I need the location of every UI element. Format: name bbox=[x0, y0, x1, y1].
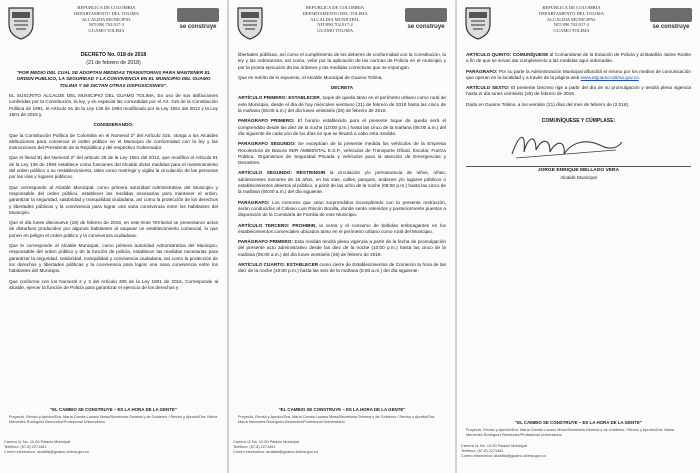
website-link[interactable]: www.elguamo-tolima.gov.co bbox=[580, 74, 639, 80]
decree-title: DECRETO No. 018 de 2018 bbox=[80, 52, 147, 58]
paragraph-4 bbox=[238, 239, 446, 258]
considerando-paragraph: Que le corresponde al Alcalde Municipal, como primera autoridad Administrativa del Municipio, responsable del orden público y de la función de policía, establecer las medidas necesarias para garantizar la seguridad, salubridad, tranquilidad y convivencia ciudadana, así como la protección de los derechos y libertades públicas y la convivencia para lograr una sana convivencia entre los habitantes del Municipio. bbox=[9, 243, 218, 274]
logo-mark bbox=[177, 8, 219, 22]
letterhead-text bbox=[501, 5, 642, 34]
paragraph-label: PARÁGRAFO: bbox=[466, 68, 498, 74]
signature-block bbox=[506, 128, 651, 166]
article-label: ARTÍCULO SEXTO: bbox=[466, 85, 510, 91]
article-label: ARTÍCULO PRIMERO: ESTABLECER bbox=[238, 95, 320, 101]
email: Correo electrónico: alcaldia@guamo-tolima.gov.co bbox=[461, 453, 546, 458]
address: Carrera 11 No. 10-50 Palacio Municipal bbox=[4, 440, 71, 444]
article-4 bbox=[238, 262, 446, 275]
paragraph: libertades públicas, así como el cumplimiento de los deberes de conformidad con la Constitución, la ley y las ordenanzas, así como, velar por la aplicación de las normas de Policía en el municipio y por la pronta ejecución de las órdenes y las medidas correctivas que se impongan. bbox=[238, 52, 446, 70]
given-date: Dado en Guamo Tolima, a los veintiún (21) días del mes de febrero de (2.018). bbox=[466, 101, 630, 107]
header-line: DEPARTAMENTO DEL TOLIMA bbox=[538, 10, 605, 16]
article-6 bbox=[466, 85, 691, 98]
header-line: GUAMO TOLIMA bbox=[553, 28, 590, 34]
municipal-shield-icon bbox=[235, 4, 265, 40]
letterhead-text bbox=[44, 5, 169, 34]
header-line: GUAMO TOLIMA bbox=[88, 28, 125, 34]
header-line: ALCALDIA MUNICIPAL bbox=[546, 16, 597, 22]
page-1-body bbox=[0, 52, 227, 291]
header-line: DEPARTAMENTO DEL TOLIMA bbox=[302, 10, 368, 16]
logo-text: se construye bbox=[179, 24, 217, 30]
document-page-2 bbox=[229, 0, 455, 473]
logo-mark bbox=[405, 8, 447, 22]
slogan: "EL CAMBIO SE CONSTRUYE – ES LA HORA DE LA GENTE" bbox=[278, 407, 406, 412]
paragraph-2 bbox=[238, 141, 446, 166]
article-label: ARTÍCULO SEGUNDO: RESTRINGIR bbox=[238, 170, 326, 176]
intro-paragraph: EL SUSCRITO ALCALDE DEL MUNICIPIO DEL GUAMO TOLIMA, En uso de sus atribuciones conferidas por la Constitución, la ley, y en especial las concedidas por el Art. 315 de la Constitución Política de 1991, el Artículo 91 de la Ley 136 de 1994 modificado por la Ley 1551 del 2012 y la Ley 1801 de 2016 y, bbox=[9, 93, 218, 117]
article-2 bbox=[238, 170, 446, 195]
handwritten-signature bbox=[506, 128, 626, 164]
municipal-shield-icon bbox=[463, 4, 493, 40]
footer-credits: Proyectó, Revisó y Aprobó/Dra. María Camila Lozano Mesa/Secretaria General y de Gobierno / Revisó y Aprobó/Dra. María Mercedes Rodríguez Bermúdez/Profesional Universitario bbox=[238, 415, 436, 424]
article-text: como cierre de Establecimientos de Comercio la hora de las diez de la noche (10:00 p.m.) hasta las seis de la mañana (6:00 a.m.) del día siguiente. bbox=[238, 262, 446, 274]
decree-date: (21 de febrero de 2018) bbox=[86, 59, 141, 66]
paragraph-text: Por su parte la Administración Municipal difundirá el mismo por los medios de comunicación que operan en la localidad y a través de la página web bbox=[466, 68, 691, 80]
logo-text: se construye bbox=[407, 24, 445, 30]
email: Correo electrónico: alcaldia@guamo-tolima.gov.co bbox=[233, 449, 318, 454]
article-1 bbox=[238, 95, 446, 114]
page-3-body bbox=[457, 52, 700, 181]
considerando-paragraph: Que la Constitución Política de Colombia en el Numeral 2º del Artículo 315, otorga a los Alcaldes atribuciones para conservar el orden público en el Municipio de conformidad con la ley y las instrucciones del Presidente de la República y del respectivo Gobernador. bbox=[9, 132, 218, 151]
contact-block bbox=[4, 440, 89, 454]
letterhead-text bbox=[273, 5, 397, 34]
brand-logo bbox=[648, 8, 694, 42]
header-line: REPUBLICA DE COLOMBIA bbox=[77, 5, 136, 10]
document-page-1 bbox=[0, 0, 227, 473]
header-line: NIT:890.702.017-2 bbox=[553, 22, 590, 28]
article-3 bbox=[238, 223, 446, 236]
article-text: El presente Decreto rige a partir del día de su promulgación y tendrá plena vigencia hasta el día lunes veintiséis (26) de febrero de 2018. bbox=[466, 85, 691, 97]
phone: Teléfono: (57-8) 2271461 bbox=[461, 448, 504, 453]
considerando-paragraph: Que el literal B) del Numeral 2º del artículo 29 de la Ley 1551 del 2012, que modifica el Artículo 91 de la Ley 136 de 1994 establece como funciones del Alcalde dictar medidas para el mantenimiento del orden público o su restablecimiento, tales como restringir y vigilar la circulación de las personas por las vías y lugares públicos. bbox=[9, 155, 218, 180]
paragraph-label: PARÁGRAFO PRIMERO: bbox=[238, 239, 293, 245]
slogan: "EL CAMBIO SE CONSTRUYE – ES LA HORA DE LA GENTE" bbox=[515, 420, 642, 425]
header-line: REPUBLICA DE COLOMBIA bbox=[542, 5, 601, 10]
paragraph-label: PARÁGRAFO PRIMERO: bbox=[238, 118, 295, 124]
signer-name: JORGE ENRIQUE MELLADO VERA bbox=[466, 166, 691, 174]
paragraph-text: Los menores que sean sorprendidos incumpliendo con la presente restricción, serán conducidos al Coliseo Luis Rincón Bonilla, donde serán retenidos y posteriormente puestos a disposición de la Comisaría de Familia de este Municipio. bbox=[238, 199, 446, 218]
footer-credits: Proyectó, Revisó y Aprobó/Dra. María Camila Lozano Mesa/Secretaria General y de Gobierno / Revisó y Aprobó/Dra. María Mercedes Rodríguez Bermúdez/Profesional Universitario bbox=[9, 415, 218, 424]
paragraph: Que en mérito de lo expuesto, el Alcalde Municipal de Guamo Tolima, bbox=[238, 74, 383, 80]
signer-role: Alcalde Municipal bbox=[560, 174, 597, 180]
logo-text: se construye bbox=[652, 24, 690, 30]
article-text: la circulación y/o permanencia de niños, niñas, adolescentes menores de 18 años, en las vías, calles, parques, andenes y/o lugares públicos o establecimientos abiertos al público, a partir de las ocho de la noche (08:00 p.m.) hasta las cinco de la mañana (05:00 a.m.) del día siguiente. bbox=[238, 170, 446, 195]
considerando-heading: CONSIDERANDO: bbox=[93, 122, 134, 128]
letterhead bbox=[229, 0, 455, 52]
footer-credits: Proyectó, Revisó y Aprobó/Dra. María Camila Lozano Mesa/Secretaria General y de Gobierno / Revisó y Aprobó/Dra. María Mercedes Rodríguez Bermúdez/Profesional Universitario bbox=[466, 428, 675, 437]
logo-mark bbox=[650, 8, 692, 22]
cumplase-heading: COMUNÍQUESE Y CÚMPLASE: bbox=[541, 118, 616, 125]
considerando-paragraph: Que el día lunes diecinueve (19) de febrero de 2018, en este Ente Territorial se presentaron actos de disturbios producidos por algunos habitantes al saquear un establecimiento comercial, lo que ponen en peligro el orden público y la convivencia ciudadana. bbox=[9, 220, 218, 238]
article-5 bbox=[466, 52, 691, 65]
email: Correo electrónico: alcaldia@guamo-tolima.gov.co bbox=[4, 449, 89, 454]
header-line: GUAMO TOLIMA bbox=[316, 28, 354, 34]
page-2-body bbox=[229, 52, 455, 275]
article-text: al Comandante de la Estación de Policía y al Batallón Jaime Rooke a fin de que se sirvan dar cumplimiento a las medidas aquí ordenadas. bbox=[466, 52, 691, 64]
contact-block bbox=[461, 444, 546, 458]
paragraph-web bbox=[466, 69, 691, 82]
article-label: ARTÍCULO TERCERO: PROHIBIR, bbox=[238, 222, 317, 228]
header-line: NIT:890.702.017-2 bbox=[317, 22, 353, 28]
brand-logo bbox=[175, 8, 221, 42]
paragraph-end: . bbox=[638, 74, 640, 80]
considerando-paragraph: Que conforme con los Numeral 2 y 3 del Artículo 205 de la Ley 1801 de 2016, Corresponde al alcalde, ejercer la función de Policía para garantizar el ejercicio de los derechos y bbox=[9, 278, 218, 290]
paragraph-1 bbox=[238, 118, 446, 137]
paragraph-3 bbox=[238, 200, 446, 219]
address: Carrera 11 No. 10-50 Palacio Municipal bbox=[233, 440, 300, 444]
paragraph-text: El horario establecido para el presente toque de queda será el comprendido desde las diez de la noche (10:00 p.m.) hasta las cinco de la mañana (05:00 a.m.) del día siguiente de cada uno de los días en que se llevará a cabo esta medida. bbox=[238, 118, 446, 136]
decreta-heading: DECRETA bbox=[330, 85, 354, 91]
article-label: ARTÍCULO CUARTO: ESTABLECER bbox=[238, 262, 319, 268]
article-text: la venta y el consumo de bebidas embriagantes en los establecimientos comerciales ubicados tanto en el perímetro urbano como rural del Municipio. bbox=[238, 222, 446, 234]
header-line: NIT:890.702.017-2 bbox=[88, 22, 125, 28]
header-line: ALCALDIA MUNICIPAL bbox=[310, 16, 360, 22]
header-line: REPUBLICA DE COLOMBIA bbox=[305, 5, 365, 10]
letterhead bbox=[0, 0, 227, 52]
article-text: , toque de queda tanto en el perímetro urbano como rural de este Municipio, desde el día de hoy miércoles veintiuno (21) de febrero de 2018 hasta las cinco de la mañana (05:00 a.m.) del día lunes veintiséis (26) de febrero de 2018. bbox=[238, 95, 446, 114]
slogan: "EL CAMBIO SE CONSTRUYE – ES LA HORA DE LA GENTE" bbox=[50, 407, 177, 412]
letterhead bbox=[457, 0, 700, 52]
article-label: ARTÍCULO QUINTO: COMUNÍQUESE bbox=[466, 52, 549, 57]
phone: Teléfono: (57-8) 2271461 bbox=[4, 444, 47, 449]
municipal-shield-icon bbox=[6, 4, 36, 40]
decree-subject: "POR MEDIO DEL CUAL SE ADOPTAN MEDIDAS TRANSITORIAS PARA MANTENER EL ORDEN PUBLICO, LA SEGURIDAD Y LA CONVIVENCIA EN EL MUNICIPIO DEL GUAMO TOLIMA Y SE DICTAN OTRAS DISPOSICIONES". bbox=[16, 70, 211, 88]
paragraph-text: Esta medida tendrá plena vigencia a partir de la fecha de promulgación del presente acto administrativo desde las diez de la noche (10:00 p.m.) hasta las cinco de la mañana (05:00 a.m.) del día lunes veintiséis (26) de febrero de 2018. bbox=[238, 239, 446, 257]
address: Carrera 11 No. 10-50 Palacio Municipal bbox=[461, 444, 528, 448]
header-line: DEPARTAMENTO DEL TOLIMA bbox=[73, 10, 140, 16]
paragraph-label: PARÁGRAFO SEGUNDO: bbox=[238, 141, 296, 147]
phone: Teléfono: (57-8) 2271461 bbox=[233, 444, 276, 449]
brand-logo bbox=[403, 8, 449, 42]
considerando-paragraph: Que corresponde al Alcalde Municipal, como primera autoridad Administrativa del Municipio y responsable del orden público, establecer las medidas necesarias para mantener el orden, garantizar la seguridad, salubridad y tranquilidad ciudadana, así como la protección de los derechos y libertades públicas y la convivencia para lograr una sana convivencia entre los habitantes del Municipio. bbox=[9, 184, 218, 215]
paragraph-text: Se exceptúan de la presente medida los vehículos de la Empresa Recolectora de Basura SER AMBIENTAL E.S.P., vehículos de Transporte Oficial, Escolar, Fuerza Pública, Organismos de Seguridad Privada y vehículos para la atención de Emergencias y Desastres. bbox=[238, 141, 446, 166]
header-line: ALCALDIA MUNICIPAL bbox=[81, 16, 132, 22]
contact-block bbox=[233, 440, 318, 454]
paragraph-label: PARÁGRAFO: bbox=[238, 199, 270, 205]
document-page-3 bbox=[457, 0, 700, 473]
